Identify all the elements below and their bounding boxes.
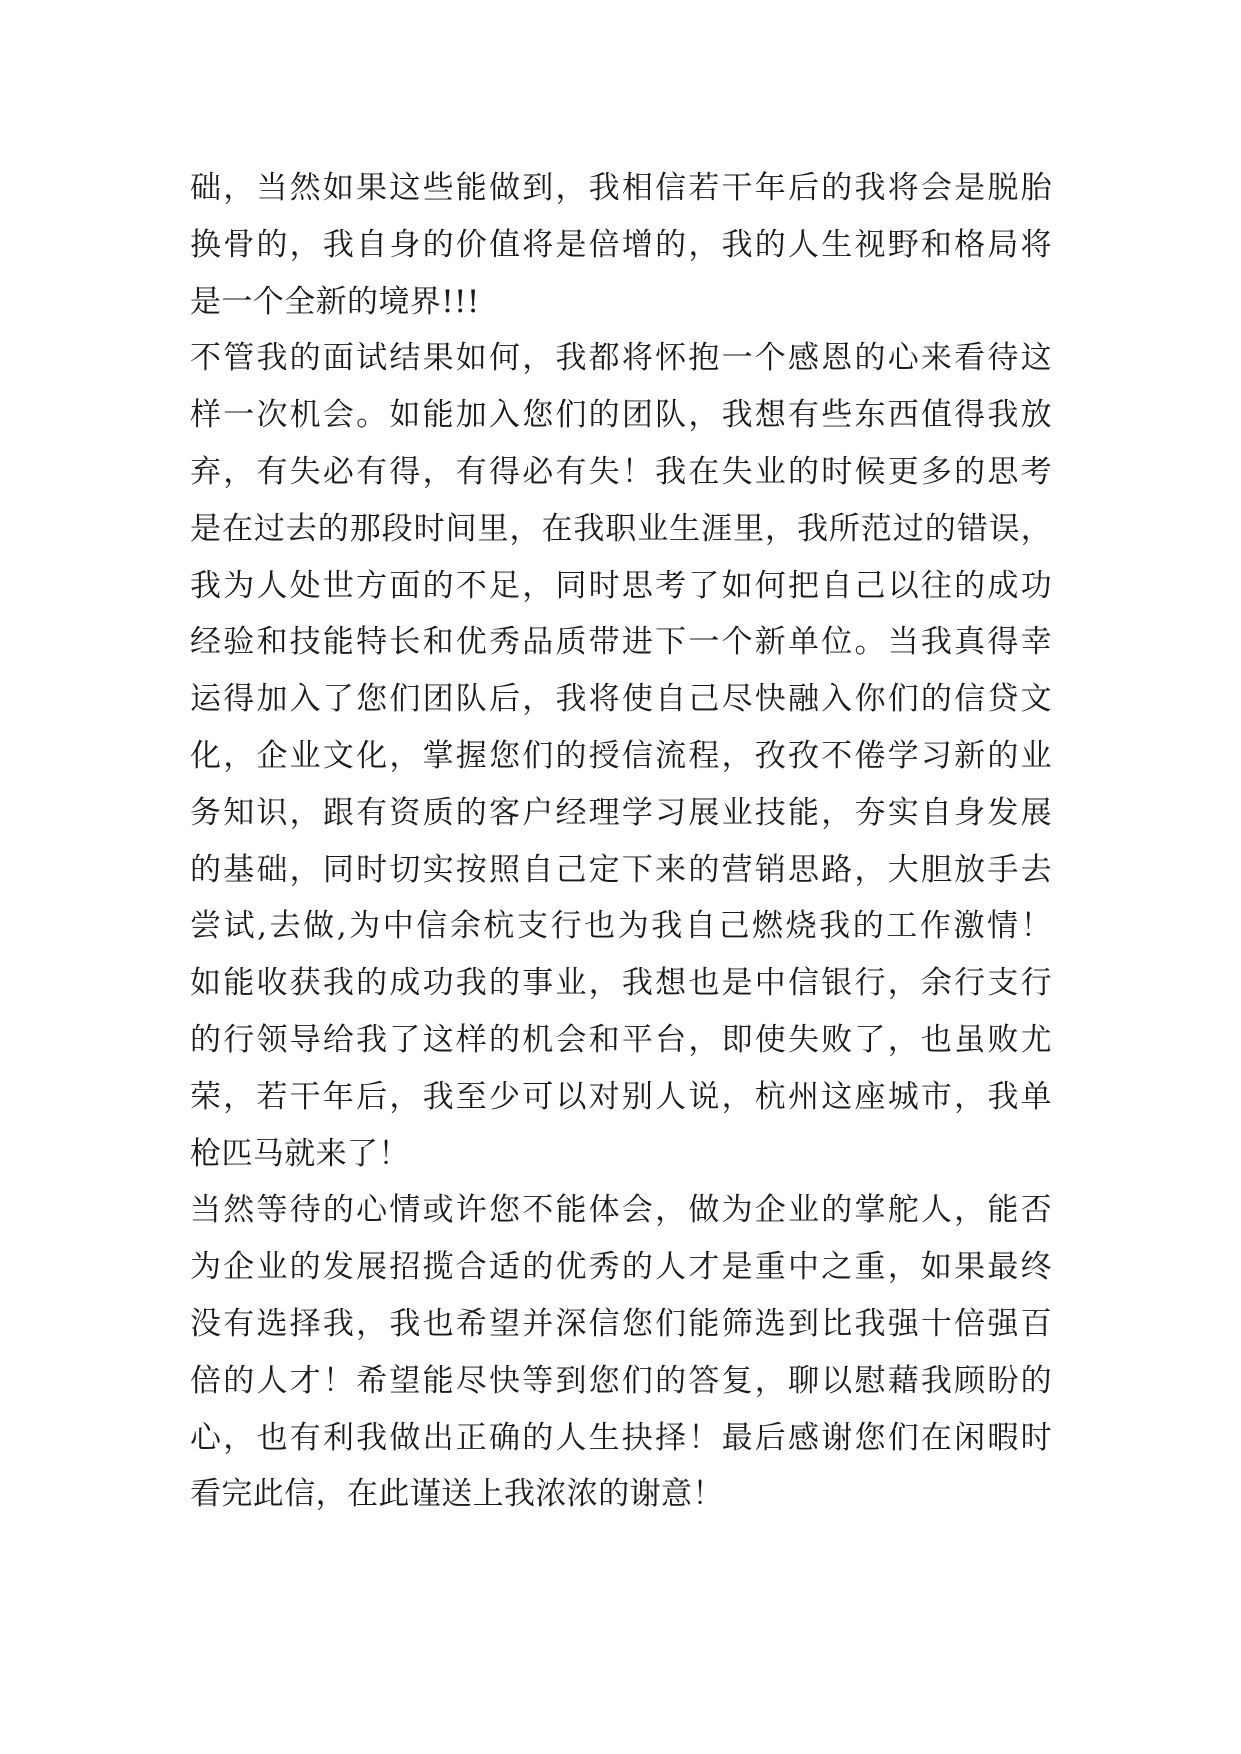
- text-line: 的行领导给我了这样的机会和平台，即使失败了，也虽败尤: [190, 1021, 1052, 1058]
- text-line: 为企业的发展招揽合适的优秀的人才是重中之重，如果最终: [190, 1249, 1052, 1286]
- text-line: 倍的人才！希望能尽快等到您们的答复，聊以慰藉我顾盼的: [190, 1362, 1052, 1399]
- text-line: 我为人处世方面的不足，同时思考了如何把自己以往的成功: [190, 567, 1052, 604]
- text-line: 不管我的面试结果如何，我都将怀抱一个感恩的心来看待这: [190, 340, 1052, 377]
- text-line: 看完此信，在此谨送上我浓浓的谢意！: [190, 1476, 724, 1513]
- text-line: 的基础，同时切实按照自己定下来的营销思路，大胆放手去: [190, 851, 1052, 888]
- text-line: 是在过去的那段时间里，在我职业生涯里，我所范过的错误，: [190, 510, 1052, 547]
- text-line: 是一个全新的境界!!!: [190, 283, 480, 320]
- text-line: 础，当然如果这些能做到，我相信若干年后的我将会是脱胎: [190, 170, 1052, 206]
- text-line: 如能收获我的成功我的事业，我想也是中信银行，余行支行: [190, 965, 1052, 1002]
- text-line: 经验和技能特长和优秀品质带进下一个新单位。当我真得幸: [190, 624, 1052, 661]
- text-line: 荣，若干年后，我至少可以对别人说，杭州这座城市，我单: [190, 1078, 1052, 1115]
- text-line: 枪匹马就来了！: [190, 1135, 410, 1172]
- text-line: 换骨的，我自身的价值将是倍增的，我的人生视野和格局将: [190, 226, 1052, 263]
- text-line: 运得加入了您们团队后，我将使自己尽快融入你们的信贷文: [190, 681, 1052, 718]
- text-line: 尝试,去做,为中信余杭支行也为我自己燃烧我的工作激情！: [190, 908, 1052, 945]
- text-line: 化，企业文化，掌握您们的授信流程，孜孜不倦学习新的业: [190, 737, 1052, 774]
- text-line: 没有选择我，我也希望并深信您们能筛选到比我强十倍强百: [190, 1305, 1052, 1342]
- text-line: 样一次机会。如能加入您们的团队，我想有些东西值得我放: [190, 397, 1052, 434]
- text-line: 务知识，跟有资质的客户经理学习展业技能，夯实自身发展: [190, 794, 1052, 831]
- text-line: 弃，有失必有得，有得必有失！我在失业的时候更多的思考: [190, 453, 1052, 490]
- text-line: 当然等待的心情或许您不能体会，做为企业的掌舵人，能否: [190, 1192, 1052, 1229]
- letter-body: [190, 160, 1052, 1523]
- text-line: 心，也有利我做出正确的人生抉择！最后感谢您们在闲暇时: [190, 1419, 1052, 1456]
